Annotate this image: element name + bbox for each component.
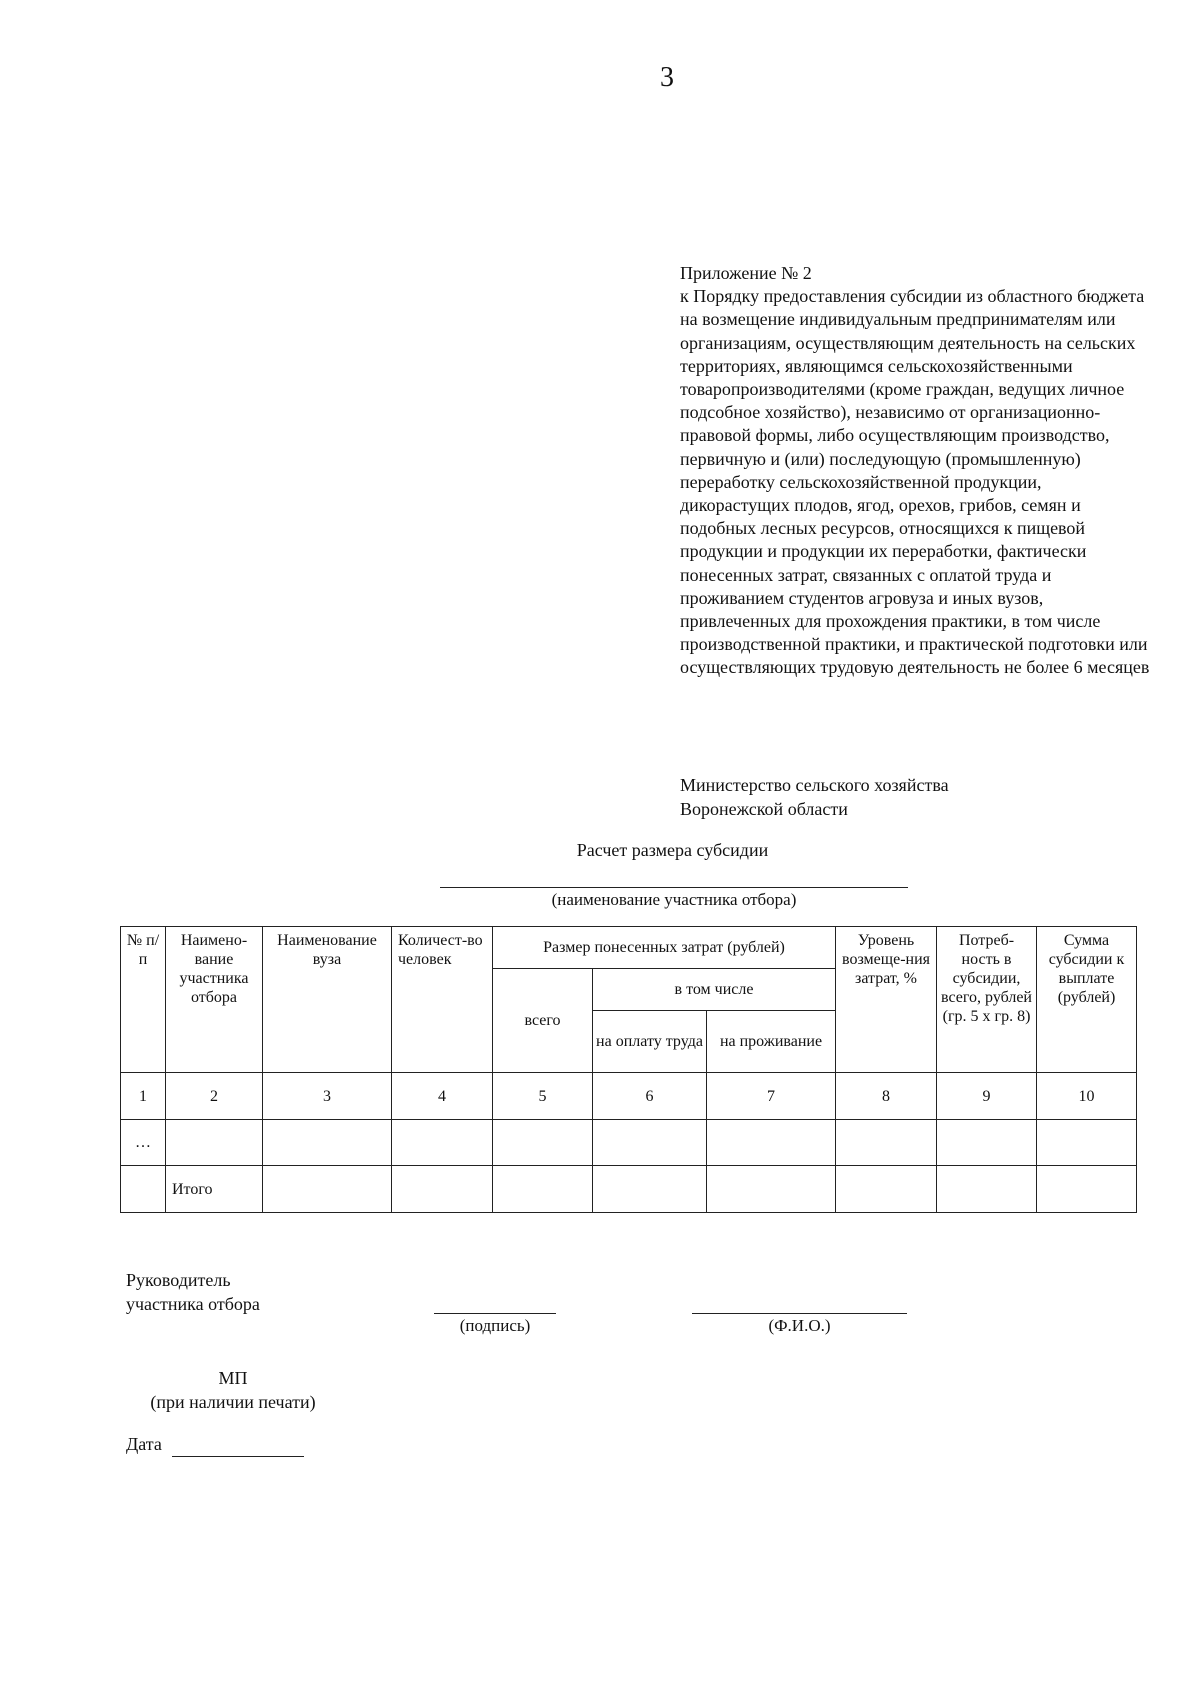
- total-label: Итого: [166, 1166, 263, 1213]
- table-cell: [166, 1120, 263, 1166]
- ministry-line-1: Министерство сельского хозяйства: [680, 775, 949, 795]
- col-number: 1: [121, 1073, 166, 1120]
- table-cell: [1037, 1120, 1137, 1166]
- ministry-block: [680, 773, 949, 821]
- participant-fill-line: [440, 887, 908, 888]
- header-subsidy-need: Потреб-ность в субсидии, всего, рублей (гр. 5 х гр. 8): [937, 927, 1037, 1073]
- header-including: в том числе: [593, 969, 836, 1011]
- stamp-note: (при наличии печати): [150, 1392, 316, 1412]
- table-cell: [707, 1166, 836, 1213]
- fio-line: [692, 1313, 907, 1314]
- header-total: всего: [493, 969, 593, 1073]
- table-cell: [392, 1166, 493, 1213]
- header-university: Наименование вуза: [263, 927, 392, 1073]
- table-cell: [836, 1120, 937, 1166]
- table-cell: [493, 1120, 593, 1166]
- header-participant-name: Наимено-вание участника отбора: [166, 927, 263, 1073]
- header-housing: на проживание: [707, 1011, 836, 1073]
- col-number: 2: [166, 1073, 263, 1120]
- head-signature-label: [126, 1268, 260, 1316]
- table-cell: [707, 1120, 836, 1166]
- table-cell: [263, 1120, 392, 1166]
- table-row: [121, 1120, 1137, 1166]
- col-number: 6: [593, 1073, 707, 1120]
- page-number: 3: [660, 62, 674, 93]
- col-number: 8: [836, 1073, 937, 1120]
- annex-text: к Порядку предоставления субсидии из областного бюджета на возмещение индивидуальным предпринимателям или организациям, осуществляющим деятельность на сельских территориях, являющимся сельскохозяйственными товаропроизводителями (кроме граждан, ведущих личное подсобное хозяйство), независимо от организационно-правовой формы, либо осуществляющим производство, первичную и (или) последующую (промышленную) переработку сельскохозяйственной продукции, дикорастущих плодов, ягод, орехов, грибов, семян и подобных лесных ресурсов, относящихся к пищевой продукции и продукции их переработки, фактически понесенных затрат, связанных с оплатой труда и проживанием студентов агровуза и иных вузов, привлеченных для прохождения практики, в том числе производственной практики, и практической подготовки или осуществляющих трудовую деятельность не более 6 месяцев: [680, 286, 1150, 678]
- table-cell: [121, 1166, 166, 1213]
- fio-caption: (Ф.И.О.): [768, 1316, 831, 1335]
- col-number: 10: [1037, 1073, 1137, 1120]
- annex-block: [680, 262, 1150, 680]
- signature-caption: (подпись): [459, 1316, 531, 1335]
- total-row: [121, 1166, 1137, 1213]
- header-subsidy-sum: Сумма субсидии к выплате (рублей): [1037, 927, 1137, 1073]
- header-labor: на оплату труда: [593, 1011, 707, 1073]
- calc-title: Расчет размера субсидии: [576, 840, 769, 860]
- date-label: Дата: [126, 1434, 162, 1454]
- stamp-label: МП: [218, 1368, 248, 1388]
- subsidy-table: [120, 926, 1137, 1213]
- table-cell: [937, 1166, 1037, 1213]
- col-number: 5: [493, 1073, 593, 1120]
- header-costs: Размер понесенных затрат (рублей): [493, 927, 836, 969]
- stamp-block: [138, 1366, 328, 1414]
- header-reimbursement-level: Уровень возмеще-ния затрат, %: [836, 927, 937, 1073]
- signature-line: [434, 1313, 556, 1314]
- header-num: № п/п: [121, 927, 166, 1073]
- ministry-line-2: Воронежской области: [680, 799, 848, 819]
- col-number: 4: [392, 1073, 493, 1120]
- table-cell: [493, 1166, 593, 1213]
- col-number: 7: [707, 1073, 836, 1120]
- date-line: [172, 1456, 304, 1457]
- col-number: 9: [937, 1073, 1037, 1120]
- head-line-1: Руководитель: [126, 1270, 231, 1290]
- ellipsis-cell: …: [121, 1120, 166, 1166]
- annex-title: Приложение № 2: [680, 263, 812, 283]
- table-cell: [937, 1120, 1037, 1166]
- table-cell: [593, 1166, 707, 1213]
- head-line-2: участника отбора: [126, 1294, 260, 1314]
- table-cell: [263, 1166, 392, 1213]
- header-people-count: Количест-во человек: [392, 927, 493, 1073]
- table-cell: [593, 1120, 707, 1166]
- participant-caption: (наименование участника отбора): [551, 890, 797, 909]
- table-cell: [836, 1166, 937, 1213]
- header-row-1: [121, 927, 1137, 969]
- table-cell: [1037, 1166, 1137, 1213]
- column-numbers-row: [121, 1073, 1137, 1120]
- col-number: 3: [263, 1073, 392, 1120]
- table-cell: [392, 1120, 493, 1166]
